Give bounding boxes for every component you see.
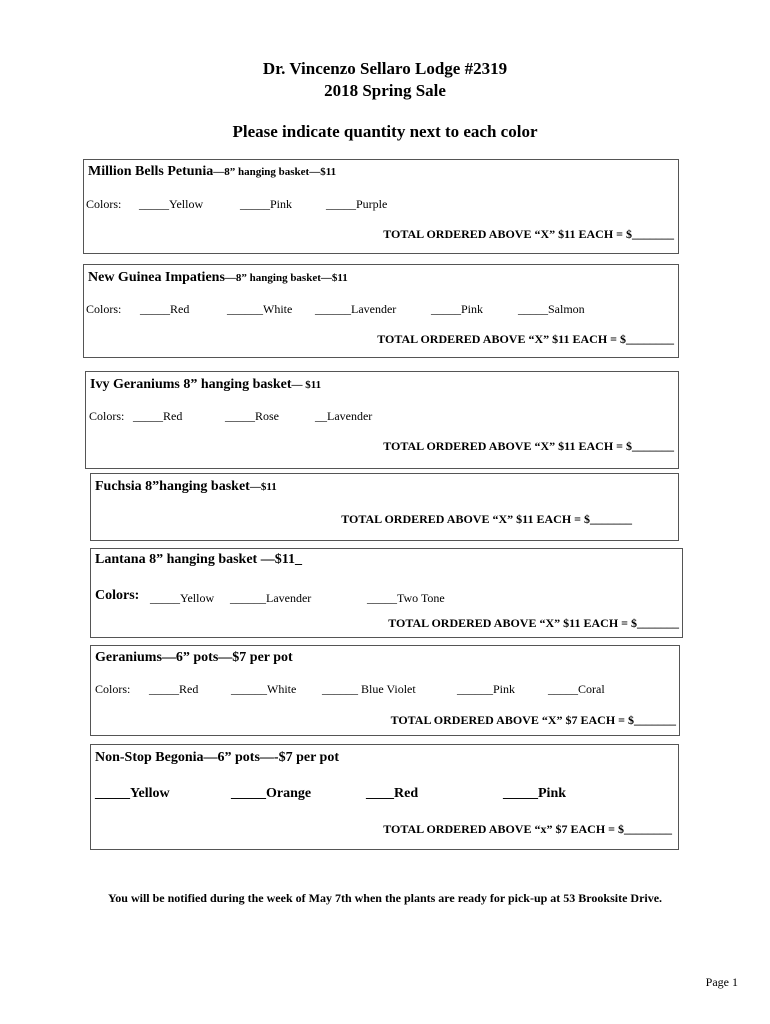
color-option-yellow[interactable]: _____Yellow [95,786,170,801]
item-header [95,479,277,495]
item-header [95,552,302,568]
color-option-pink[interactable]: _____Pink [503,786,567,801]
item-header [88,164,336,180]
colors-label: Colors: [95,588,140,603]
colors-label: Colors: [86,197,122,211]
color-option-red[interactable]: _____Red [133,409,183,423]
color-option-red[interactable]: _____Red [140,302,190,316]
item-header [95,750,339,766]
color-option-white[interactable]: ______White [231,682,297,696]
pickup-notice: You will be notified during the week of May 7th when the plants are ready for pick-up at 53 Brooksite Drive. [107,891,663,905]
total-line[interactable]: TOTAL ORDERED ABOVE “X” $11 EACH = $_______ [388,616,679,630]
color-option-salmon[interactable]: _____Salmon [518,302,585,316]
item-desc: —$11 [249,481,277,493]
page-number: Page 1 [705,975,738,989]
color-option-blue-violet[interactable]: ______ Blue Violet [322,682,416,696]
color-option-lavender[interactable]: __Lavender [315,409,373,423]
total-line[interactable]: TOTAL ORDERED ABOVE “X” $11 EACH = $_______ [341,512,632,526]
item-header [88,270,348,286]
total-line[interactable]: TOTAL ORDERED ABOVE “X” $7 EACH = $_______ [390,713,676,727]
item-name: Million Bells Petunia [88,164,214,179]
color-option-lavender[interactable]: ______Lavender [315,302,397,316]
color-option-red[interactable]: _____Red [149,682,199,696]
sale-title: 2018 Spring Sale [324,81,446,100]
item-name: Lantana 8” hanging basket —$11_ [95,552,302,567]
lodge-title: Dr. Vincenzo Sellaro Lodge #2319 [262,59,508,78]
color-option-yellow[interactable]: _____Yellow [139,197,204,211]
item-header [95,650,293,666]
color-option-orange[interactable]: _____Orange [231,786,312,801]
colors-label: Colors: [86,302,122,316]
item-desc: —8” hanging basket—$11 [213,166,337,178]
item-name: Geraniums—6” pots—$7 per pot [95,650,293,665]
colors-label: Colors: [89,409,125,423]
color-option-coral[interactable]: _____Coral [548,682,605,696]
color-option-yellow[interactable]: _____Yellow [150,591,215,605]
color-option-pink[interactable]: _____Pink [240,197,293,211]
item-desc: — $11 [291,379,322,391]
item-name: Fuchsia 8”hanging basket [95,479,250,494]
item-desc: —8” hanging basket—$11 [224,272,348,284]
color-option-rose[interactable]: _____Rose [225,409,279,423]
item-name: New Guinea Impatiens [88,270,225,285]
colors-label: Colors: [95,682,131,696]
instruction-text: Please indicate quantity next to each color [232,122,538,141]
color-option-white[interactable]: ______White [227,302,293,316]
color-option-red[interactable]: ____Red [366,786,419,801]
color-option-pink[interactable]: _____Pink [431,302,484,316]
item-name: Non-Stop Begonia—6” pots—-$7 per pot [95,750,339,765]
color-option-pink[interactable]: ______Pink [457,682,516,696]
total-line[interactable]: TOTAL ORDERED ABOVE “X” $11 EACH = $_______ [383,227,674,241]
color-option-purple[interactable]: _____Purple [326,197,388,211]
total-line[interactable]: TOTAL ORDERED ABOVE “X” $11 EACH = $________ [377,332,674,346]
color-option-lavender[interactable]: ______Lavender [230,591,312,605]
item-name: Ivy Geraniums 8” hanging basket [90,377,292,392]
color-option-two-tone[interactable]: _____Two Tone [367,591,445,605]
total-line[interactable]: TOTAL ORDERED ABOVE “X” $11 EACH = $_______ [383,439,674,453]
item-header [90,377,321,393]
total-line[interactable]: TOTAL ORDERED ABOVE “x” $7 EACH = $________ [383,822,672,836]
